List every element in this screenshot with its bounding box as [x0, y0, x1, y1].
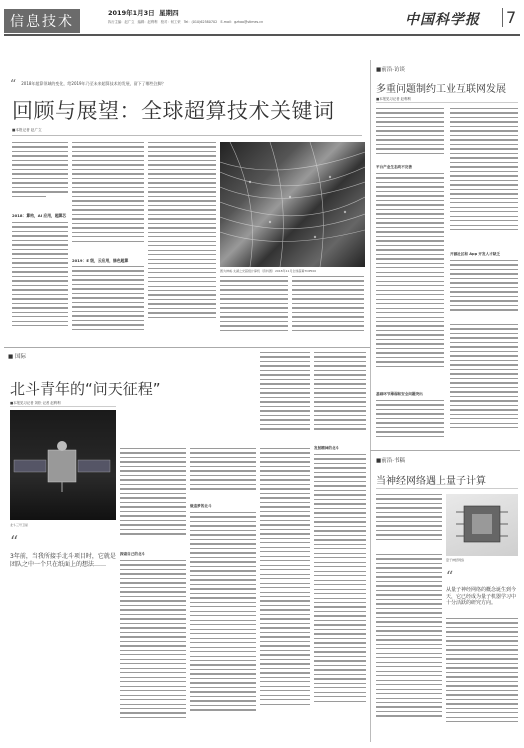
quantum-title: 当神经网络遇上量子计算	[376, 476, 486, 487]
right-col-b3	[450, 324, 518, 444]
right-col-b1	[450, 108, 518, 248]
beidou-quote-mark-icon: “	[10, 532, 19, 551]
right-byline: ■本报见习记者 赵利利	[376, 97, 411, 101]
right-title: 多重问题制约工业互联网发展	[376, 84, 506, 95]
right-subhead-2: 开源社区和 App 开发人才缺乏	[450, 252, 500, 256]
quantum-photo	[446, 494, 518, 556]
beidou-col-3	[260, 352, 310, 442]
quantum-pullquote	[446, 566, 518, 607]
quantum-title-rule	[376, 488, 518, 489]
beidou-subhead-3: 发射精神的北斗	[314, 446, 340, 450]
beidou-pullquote-text: 3年前，当我所接手北斗项目时，它就是团队之中一个只在纸面上的想法……	[10, 553, 116, 568]
quantum-quote-mark-icon: “	[446, 569, 454, 585]
right-col-a2	[376, 173, 444, 389]
quantum-photo-caption: 量子神经网络	[446, 558, 465, 562]
quantum-tag: ■前沿·书稿	[376, 458, 405, 464]
lead-column-1b	[12, 222, 68, 340]
weekday-text: 星期四	[159, 9, 179, 17]
beidou-col-1b	[120, 560, 186, 740]
beidou-col-2b	[190, 512, 256, 740]
quantum-col-b	[446, 618, 518, 740]
right-byline-rule	[376, 102, 518, 103]
right-col-a3	[376, 400, 444, 444]
quantum-pullquote-text: 从量子神经网络的概念诞生到今天，它已经成为量子机器学习中十分活跃的研究方向。	[446, 587, 517, 607]
beidou-byline-rule	[10, 406, 116, 407]
lead-quote	[10, 70, 360, 91]
beidou-photo-caption: 北斗三号卫星	[10, 523, 29, 527]
lead-subhead-2: 2019：E 级，云应用，绿色超算	[72, 258, 129, 263]
beidou-col-3b	[260, 448, 310, 740]
right-col-b2	[450, 260, 518, 320]
lead-column-3	[148, 142, 216, 340]
lead-byline: ■本报记者 赵广立	[12, 128, 42, 132]
lead-column-2	[72, 142, 144, 256]
lead-subhead-1: 2018：算构，AI 应用，超算芯	[12, 213, 67, 218]
lead-column-2b	[72, 266, 144, 340]
beidou-col-4b	[314, 454, 366, 740]
date-text: 2019年1月3日	[108, 9, 155, 17]
page-header	[0, 0, 524, 37]
right-tag: ■前沿·访谈	[376, 67, 405, 73]
lead-byline-rule	[12, 135, 362, 136]
supercomputer-photo	[220, 142, 365, 267]
beidou-tag: ■ 国际	[8, 354, 26, 360]
right-subhead-1: 平台产业生态尚不完善	[376, 165, 412, 169]
quantum-chip-illustration	[446, 494, 518, 556]
section-divider-right	[370, 450, 520, 451]
right-col-a1	[376, 108, 444, 162]
beidou-col-1	[120, 448, 186, 548]
cables-illustration	[220, 142, 365, 267]
lead-column-1	[12, 142, 68, 208]
quote-mark-icon: “	[10, 77, 17, 91]
beidou-col-4	[314, 352, 366, 442]
issue-date	[108, 8, 179, 17]
quantum-col-a1	[376, 494, 442, 550]
satellite-illustration	[10, 410, 116, 520]
lead-column-4	[220, 276, 288, 340]
lead-quote-text: 2018年超算领域的变化，给2019年乃至未来超算技术的发展，留下了哪些注脚？	[21, 81, 166, 86]
beidou-byline: ■本报见习记者 刘松 记者 赵利利	[10, 401, 61, 405]
quantum-col-a2	[376, 554, 442, 740]
main-column-divider	[370, 60, 371, 742]
lead-photo-caption: 图为神威·太湖之光超级计算机（资料图）2018年11月全球超算TOP500	[220, 269, 317, 273]
page-number: 7	[502, 8, 516, 27]
section-label: 信息技术	[4, 9, 80, 33]
beidou-pullquote	[10, 532, 116, 569]
beidou-subhead-2: 做追梦的北斗	[190, 504, 212, 508]
lead-title: 回顾与展望：全球超算技术关键词	[12, 99, 335, 123]
paper-name: 中国科学报	[405, 12, 480, 28]
beidou-title: 北斗青年的“问天征程”	[10, 380, 161, 398]
beidou-col-2	[190, 448, 256, 500]
lead-column-5	[292, 276, 364, 340]
right-subhead-3: 基础环节薄弱和安全问题突出	[376, 392, 423, 396]
satellite-photo	[10, 410, 116, 520]
beidou-subhead-1: 探索自己的北斗	[120, 552, 146, 556]
section-divider-left	[4, 347, 370, 348]
header-rule	[4, 34, 520, 36]
staff-line: 执行主编：赵广立 编辑：赵利利 校对：何工荣 Tel：(010)62580702 E-mail：gzhao@stimes.cn	[108, 20, 264, 24]
